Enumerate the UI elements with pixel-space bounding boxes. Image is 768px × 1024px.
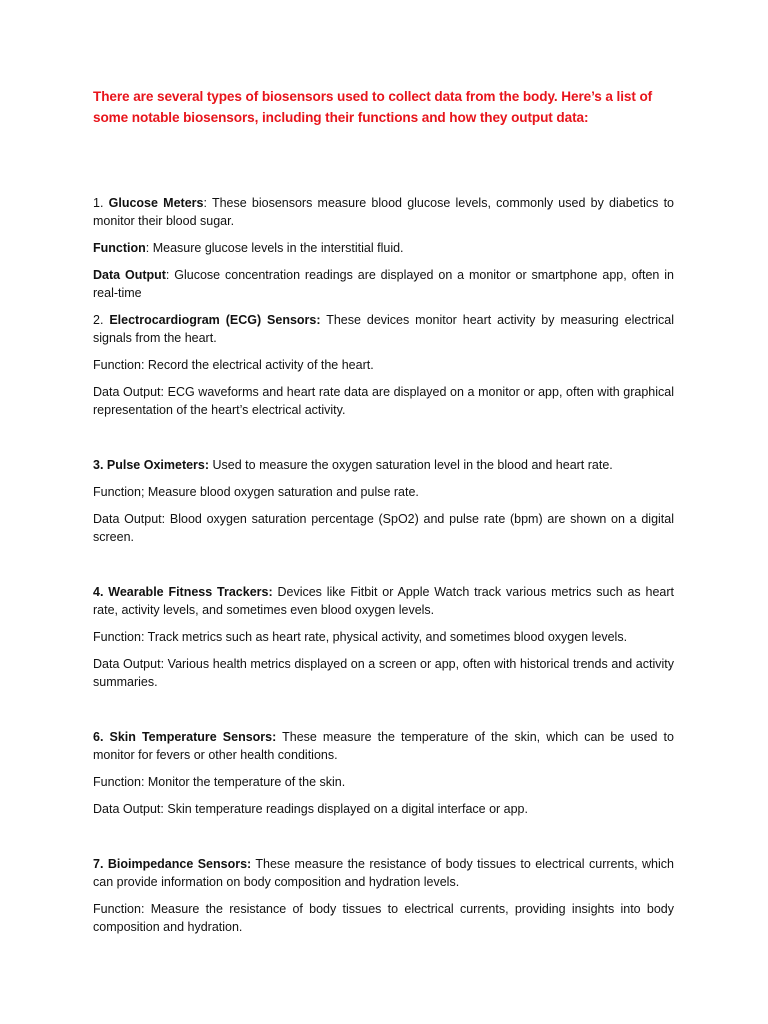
- section-description: [93, 456, 674, 474]
- section-desc-text: These devices monitor heart activity by measuring electrical signals from the heart.: [93, 313, 674, 345]
- section-ecg-sensors: [93, 311, 674, 419]
- section-bioimpedance-sensors: [93, 855, 674, 936]
- function-line: [93, 900, 674, 936]
- section-heading: Bioimpedance Sensors:: [107, 857, 252, 871]
- section-heading: Glucose Meters: [108, 196, 204, 210]
- data-output-label: Data Output: [93, 802, 161, 816]
- document-page: [93, 86, 674, 945]
- data-output-line: [93, 266, 674, 302]
- function-text: ; Measure blood oxygen saturation and pulse rate.: [140, 485, 419, 499]
- function-text: : Measure the resistance of body tissues to electrical currents, providing insights into body composition and hydration.: [93, 902, 674, 934]
- section-heading: Pulse Oximeters:: [106, 458, 210, 472]
- function-text: : Measure glucose levels in the interstitial fluid.: [145, 241, 404, 255]
- data-output-text: : Blood oxygen saturation percentage (SpO2) and pulse rate (bpm) are shown on a digital screen.: [93, 512, 674, 544]
- section-description: [93, 855, 674, 891]
- function-text: : Record the electrical activity of the heart.: [140, 358, 374, 372]
- function-label: Function: [93, 358, 141, 372]
- section-heading: Electrocardiogram (ECG) Sensors:: [109, 313, 321, 327]
- function-line: [93, 628, 674, 646]
- section-number: 4.: [93, 585, 109, 599]
- section-desc-text: Devices like Fitbit or Apple Watch track various metrics such as heart rate, activity levels, and sometimes even blood oxygen levels.: [93, 585, 674, 617]
- function-label: Function: [93, 902, 141, 916]
- data-output-line: [93, 800, 674, 818]
- section-number: 3.: [93, 458, 107, 472]
- data-output-text: : ECG waveforms and heart rate data are displayed on a monitor or app, often with graphical representation of the heart’s electrical activity.: [93, 385, 674, 417]
- section-desc-text: Used to measure the oxygen saturation level in the blood and heart rate.: [209, 458, 613, 472]
- data-output-label: Data Output: [93, 512, 162, 526]
- section-skin-temperature-sensors: [93, 728, 674, 818]
- data-output-label: Data Output: [93, 657, 161, 671]
- data-output-line: [93, 510, 674, 546]
- section-wearable-fitness-trackers: [93, 583, 674, 691]
- section-pulse-oximeters: [93, 456, 674, 546]
- data-output-label: Data Output: [93, 385, 161, 399]
- section-spacer: [93, 428, 674, 456]
- data-output-text: : Skin temperature readings displayed on a digital interface or app.: [160, 802, 528, 816]
- function-text: : Monitor the temperature of the skin.: [140, 775, 346, 789]
- section-spacer: [93, 700, 674, 728]
- data-output-text: : Glucose concentration readings are displayed on a monitor or smartphone app, often in real-time: [93, 268, 674, 300]
- section-number: 7.: [93, 857, 108, 871]
- section-description: [93, 583, 674, 619]
- function-text: : Track metrics such as heart rate, physical activity, and sometimes blood oxygen levels.: [140, 630, 628, 644]
- section-heading: Wearable Fitness Trackers:: [108, 585, 273, 599]
- function-line: [93, 773, 674, 791]
- function-label: Function: [93, 485, 141, 499]
- function-label: Function: [93, 630, 141, 644]
- function-line: [93, 483, 674, 501]
- data-output-line: [93, 383, 674, 419]
- section-description: [93, 311, 674, 347]
- section-description: [93, 194, 674, 230]
- function-line: [93, 356, 674, 374]
- section-heading: Skin Temperature Sensors:: [109, 730, 277, 744]
- intro-heading: There are several types of biosensors used to collect data from the body. Here’s a list of some notable biosensors, including their functions and how they output data:: [93, 89, 653, 125]
- section-spacer: [93, 827, 674, 855]
- section-glucose-meters: [93, 194, 674, 302]
- data-output-line: [93, 655, 674, 691]
- function-line: [93, 239, 674, 257]
- data-output-text: : Various health metrics displayed on a screen or app, often with historical trends and activity summaries.: [93, 657, 675, 689]
- section-number: 2.: [93, 313, 110, 327]
- section-desc-text: These measure the resistance of body tissues to electrical currents, which can provide information on body composition and hydration levels.: [93, 857, 674, 889]
- section-desc-text: : These biosensors measure blood glucose levels, commonly used by diabetics to monitor their blood sugar.: [93, 196, 674, 228]
- section-desc-text: These measure the temperature of the skin, which can be used to monitor for fevers or other health conditions.: [93, 730, 674, 762]
- section-description: [93, 728, 674, 764]
- function-label: Function: [93, 775, 141, 789]
- section-spacer: [93, 555, 674, 583]
- function-label: Function: [93, 241, 146, 255]
- data-output-label: Data Output: [93, 268, 166, 282]
- section-number: 6.: [93, 730, 110, 744]
- section-number: 1.: [93, 196, 109, 210]
